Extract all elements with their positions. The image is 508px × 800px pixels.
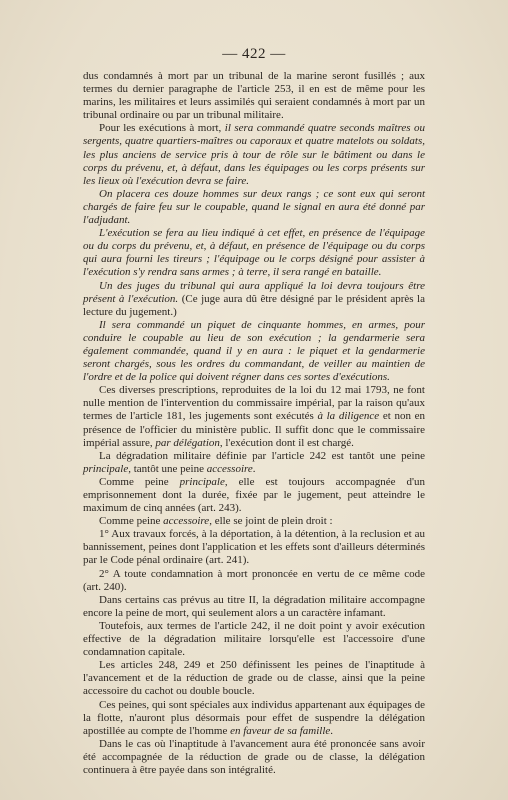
- paragraph: [83, 699, 425, 738]
- italic-text: Un des juges du tribunal qui aura appliqué la loi devra toujours être présent à l'exécution.: [83, 279, 425, 305]
- text-run: Dans le cas où l'inaptitude à l'avancement aura été prononcée sans avoir été accompagnée de la réduction de grade ou de classe, la délégation continuera à être payée dans son intégralité.: [83, 737, 425, 776]
- paragraph: [83, 188, 425, 227]
- italic-text: L'exécution se fera au lieu indiqué à cet effet, en présence de l'équipage ou du corps du prévenu, et, à défaut, en présence de l'équipage ou du corps qui aura fourni les tireurs ; l'équipage ou le corps désigné pour assister à l'exécution s'y rendra sans armes ; à terre, il sera rangé en bataille.: [83, 227, 425, 279]
- text-run: 1° Aux travaux forcés, à la déportation, à la détention, à la reclusion et au bannissement, peines dont l'application et les effets sont d'ailleurs déterminés par le Code pénal ordinaire (art. 241).: [83, 528, 425, 567]
- italic-text: accessoire: [206, 462, 253, 475]
- text-run: Ces diverses prescriptions, reproduites de la loi du 12 mai 1793, ne font nulle mention de l'intervention du commissaire impérial, par la raison qu'aux termes de l'article 181, les jugements sont exécutés: [83, 384, 425, 423]
- text-run: Comme peine: [99, 515, 164, 528]
- text-run: Dans certains cas prévus au titre II, la dégradation militaire accompagne encore la peine de mort, qui seulement alors a un caractère infamant.: [83, 593, 425, 619]
- italic-text: à la diligence: [317, 410, 380, 423]
- paragraph: [83, 122, 425, 187]
- italic-text: principale: [83, 462, 129, 475]
- italic-text: Il sera commandé un piquet de cinquante hommes, en armes, pour conduire le coupable au lieu de son exécution ; la gendarmerie sera également commandée, quand il y en aura : le piquet et la gendarmerie seront chargés, sous les ordres du commandant, de veiller au maintien de l'ordre et de la police qui doivent régner dans ces sortes d'exécutions.: [83, 318, 425, 384]
- text-run: , elle est toujours accompagnée d'un emprisonnement dont la durée, fixée par le jugement, peut atteindre le maximum de cinq années (art. 243).: [83, 475, 425, 515]
- text-run: Les articles 248, 249 et 250 définissent les peines de l'inaptitude à l'avancement et de la réduction de grade ou de classe, ainsi que la peine accessoire du cachot ou double boucle.: [83, 659, 425, 698]
- paragraph: [83, 450, 425, 476]
- text-run: Pour les exécutions à mort,: [99, 122, 225, 135]
- text-run: .: [252, 462, 256, 475]
- text-run: Toutefois, aux termes de l'article 242, il ne doit point y avoir exécution effective de la dégradation militaire lorsqu'elle est l'accessoire d'une condamnation capitale.: [83, 619, 425, 659]
- text-run: , tantôt une peine: [128, 462, 207, 475]
- paragraph: [83, 384, 425, 449]
- paragraph: [83, 568, 425, 594]
- text-run: Comme peine: [99, 475, 180, 488]
- text-run: et non en présence de l'officier du ministère public. Il suffit donc que le commissaire impérial assure,: [83, 410, 425, 449]
- paragraph: [83, 620, 425, 659]
- italic-text: On placera ces douze hommes sur deux rangs ; ce sont eux qui seront chargés de faire feu sur le coupable, quand le signal en aura été donné par l'adjudant.: [83, 187, 425, 227]
- text-run: (Ce juge aura dû être désigné par le président après la lecture du jugement.): [83, 292, 425, 318]
- italic-text: par délégation: [155, 436, 220, 449]
- text-run: , elle se joint de plein droit :: [209, 515, 333, 528]
- italic-text: principale: [179, 475, 225, 488]
- text-run: Ces peines, qui sont spéciales aux individus appartenant aux équipages de la flotte, n'auront plus désormais pour effet de suspendre la délégation apostillée au compte de l'homme: [83, 698, 425, 737]
- text-run: , l'exécution dont il est chargé.: [219, 436, 354, 449]
- text-run: 2° A toute condamnation à mort prononcée en vertu de ce même code (art. 240).: [83, 567, 425, 593]
- paragraph: [83, 738, 425, 777]
- paragraph: [83, 594, 425, 620]
- paragraph: [83, 515, 425, 528]
- paragraph: [83, 528, 425, 567]
- text-run: La dégradation militaire définie par l'article 242 est tantôt une peine: [99, 449, 425, 462]
- paragraph: [83, 659, 425, 698]
- text-run: .: [330, 724, 334, 737]
- text-run: dus condamnés à mort par un tribunal de la marine seront fusillés ; aux termes du dernier paragraphe de l'article 253, il en est de même pour les marins, les militaires et leurs assimilés qui seraient condamnés à mort par un tribunal ordinaire ou par un tribunal militaire.: [83, 70, 425, 122]
- paragraph: [83, 319, 425, 384]
- italic-text: en faveur de sa famille: [230, 724, 331, 737]
- italic-text: accessoire: [163, 515, 210, 528]
- italic-text: il sera commandé quatre seconds maîtres ou sergents, quatre quartiers-maîtres ou caporaux et quatre matelots ou soldats, les plus anciens de service pris à tour de rôle sur le bâtiment ou dans le corps du prévenu, et, à défaut, dans les équipages ou les corps présents sur les lieux où l'exécution devra se faire.: [83, 122, 426, 187]
- paragraph: [83, 476, 425, 515]
- paragraph: [83, 227, 425, 279]
- paragraph: [83, 70, 425, 122]
- paragraph: [83, 280, 425, 319]
- body-text: [83, 70, 425, 777]
- page-number: — 422 —: [222, 46, 286, 62]
